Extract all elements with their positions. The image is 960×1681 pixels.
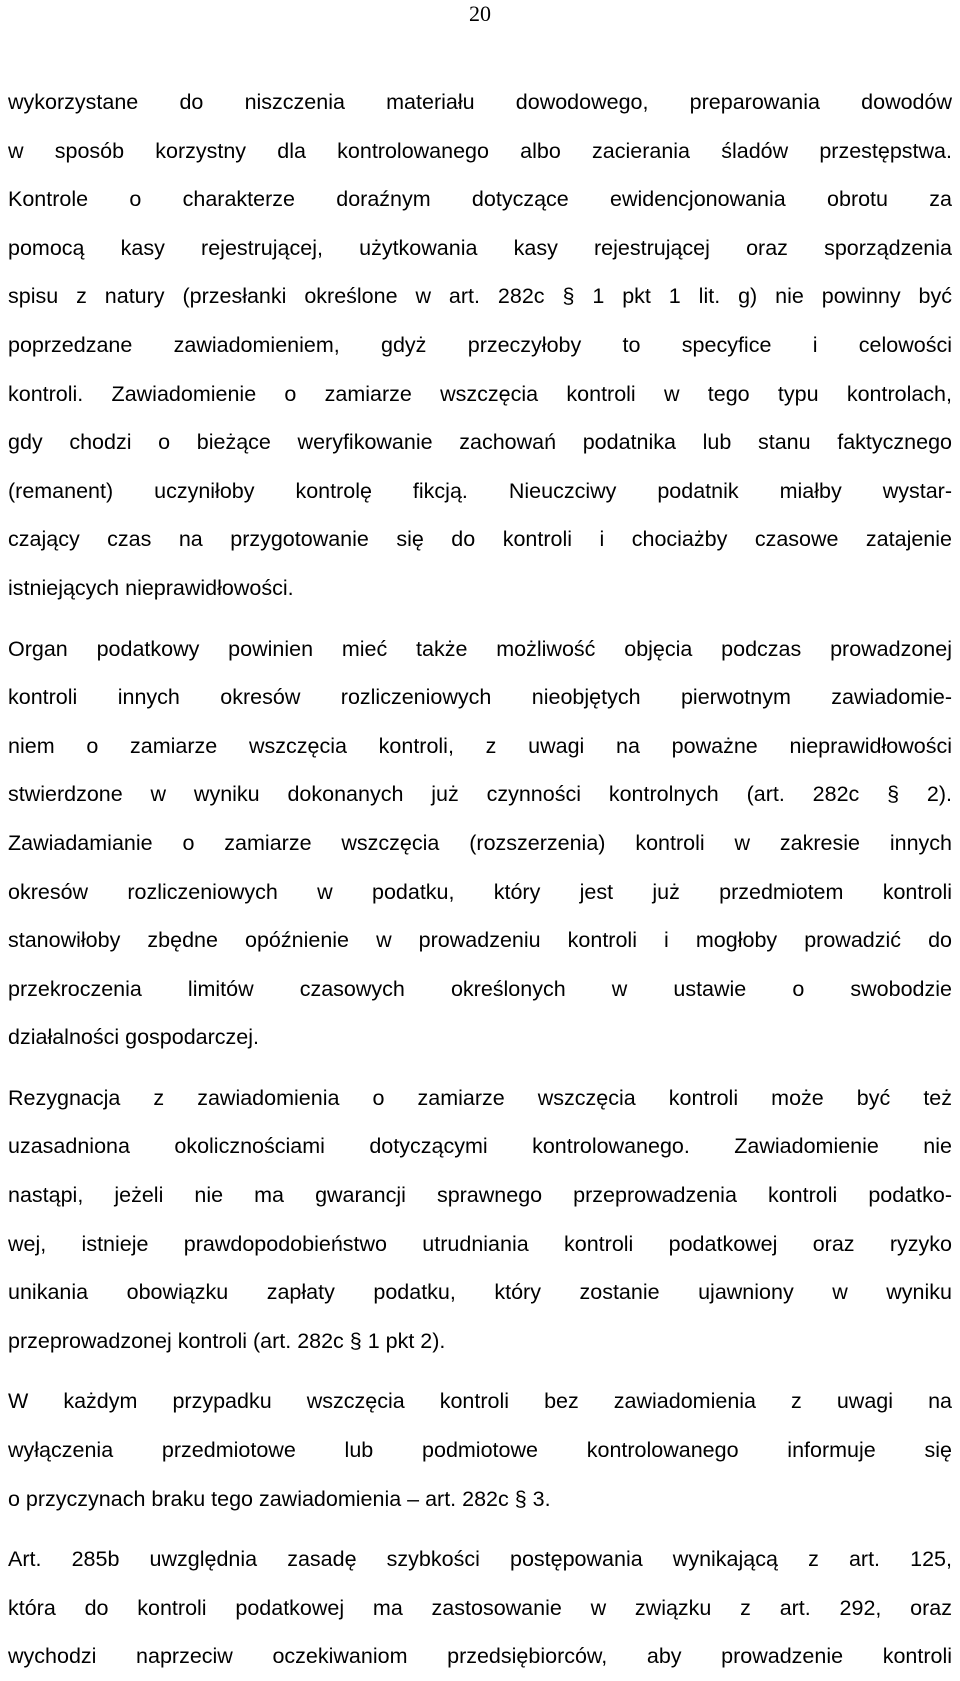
- text-line: stanowiłoby zbędne opóźnienie w prowadzeniu kontroli i mogłoby prowadzić do: [8, 928, 952, 953]
- text-line: wychodzi naprzeciw oczekiwaniom przedsiębiorców, aby prowadzenie kontroli: [8, 1644, 952, 1669]
- text-line: wej, istnieje prawdopodobieństwo utrudniania kontroli podatkowej oraz ryzyko: [8, 1231, 952, 1256]
- paragraph: [8, 1535, 952, 1681]
- text-line: w sposób korzystny dla kontrolowanego albo zacierania śladów przestępstwa.: [8, 138, 952, 163]
- text-line: Organ podatkowy powinien mieć także możliwość objęcia podczas prowadzonej: [8, 636, 952, 661]
- page-number: 20: [469, 1, 491, 26]
- text-line: działalności gospodarczej.: [8, 1025, 259, 1050]
- text-line: nastąpi, jeżeli nie ma gwarancji sprawnego przeprowadzenia kontroli podatko-: [8, 1183, 952, 1208]
- paragraph: [8, 78, 952, 613]
- text-line: spisu z natury (przesłanki określone w art. 282c § 1 pkt 1 lit. g) nie powinny być: [8, 284, 952, 309]
- paragraph: [8, 625, 952, 1062]
- paragraph-gap: [8, 1523, 952, 1535]
- text-line: przeprowadzonej kontroli (art. 282c § 1 pkt 2).: [8, 1328, 446, 1353]
- text-line: W każdym przypadku wszczęcia kontroli bez zawiadomienia z uwagi na: [8, 1389, 952, 1414]
- text-line: uzasadniona okolicznościami dotyczącymi kontrolowanego. Zawiadomienie nie: [8, 1134, 952, 1159]
- text-line: Art. 285b uwzględnia zasadę szybkości postępowania wynikającą z art. 125,: [8, 1547, 952, 1572]
- text-line: gdy chodzi o bieżące weryfikowanie zachowań podatnika lub stanu faktycznego: [8, 430, 952, 455]
- text-line: Kontrole o charakterze doraźnym dotyczące ewidencjonowania obrotu za: [8, 187, 952, 212]
- document-body: [8, 78, 952, 1681]
- paragraph: [8, 1074, 952, 1366]
- text-line: Rezygnacja z zawiadomienia o zamiarze wszczęcia kontroli może być też: [8, 1085, 952, 1110]
- text-line: poprzedzane zawiadomieniem, gdyż przeczyłoby to specyfice i celowości: [8, 332, 952, 357]
- text-line: istniejących nieprawidłowości.: [8, 575, 294, 600]
- text-line: unikania obowiązku zapłaty podatku, który zostanie ujawniony w wyniku: [8, 1280, 952, 1305]
- text-line: stwierdzone w wyniku dokonanych już czynności kontrolnych (art. 282c § 2).: [8, 782, 952, 807]
- text-line: pomocą kasy rejestrującej, użytkowania kasy rejestrującej oraz sporządzenia: [8, 235, 952, 260]
- text-line: wykorzystane do niszczenia materiału dowodowego, preparowania dowodów: [8, 90, 952, 114]
- text-line: Zawiadamianie o zamiarze wszczęcia (rozszerzenia) kontroli w zakresie innych: [8, 830, 952, 855]
- text-line: (remanent) uczyniłoby kontrolę fikcją. Nieuczciwy podatnik miałby wystar-: [8, 478, 952, 503]
- paragraph: [8, 1377, 952, 1523]
- paragraph-gap: [8, 1062, 952, 1074]
- text-line: która do kontroli podatkowej ma zastosowanie w związku z art. 292, oraz: [8, 1595, 952, 1620]
- paragraph-gap: [8, 1365, 952, 1377]
- paragraph-gap: [8, 613, 952, 625]
- text-line: czający czas na przygotowanie się do kontroli i chociażby czasowe zatajenie: [8, 527, 952, 552]
- text-line: kontroli. Zawiadomienie o zamiarze wszczęcia kontroli w tego typu kontrolach,: [8, 381, 952, 406]
- text-line: przekroczenia limitów czasowych określonych w ustawie o swobodzie: [8, 976, 952, 1001]
- text-line: okresów rozliczeniowych w podatku, który jest już przedmiotem kontroli: [8, 879, 952, 904]
- text-line: o przyczynach braku tego zawiadomienia – art. 282c § 3.: [8, 1486, 551, 1511]
- text-line: kontroli innych okresów rozliczeniowych nieobjętych pierwotnym zawiadomie-: [8, 685, 952, 710]
- text-line: wyłączenia przedmiotowe lub podmiotowe kontrolowanego informuje się: [8, 1438, 952, 1463]
- text-line: niem o zamiarze wszczęcia kontroli, z uwagi na poważne nieprawidłowości: [8, 733, 952, 758]
